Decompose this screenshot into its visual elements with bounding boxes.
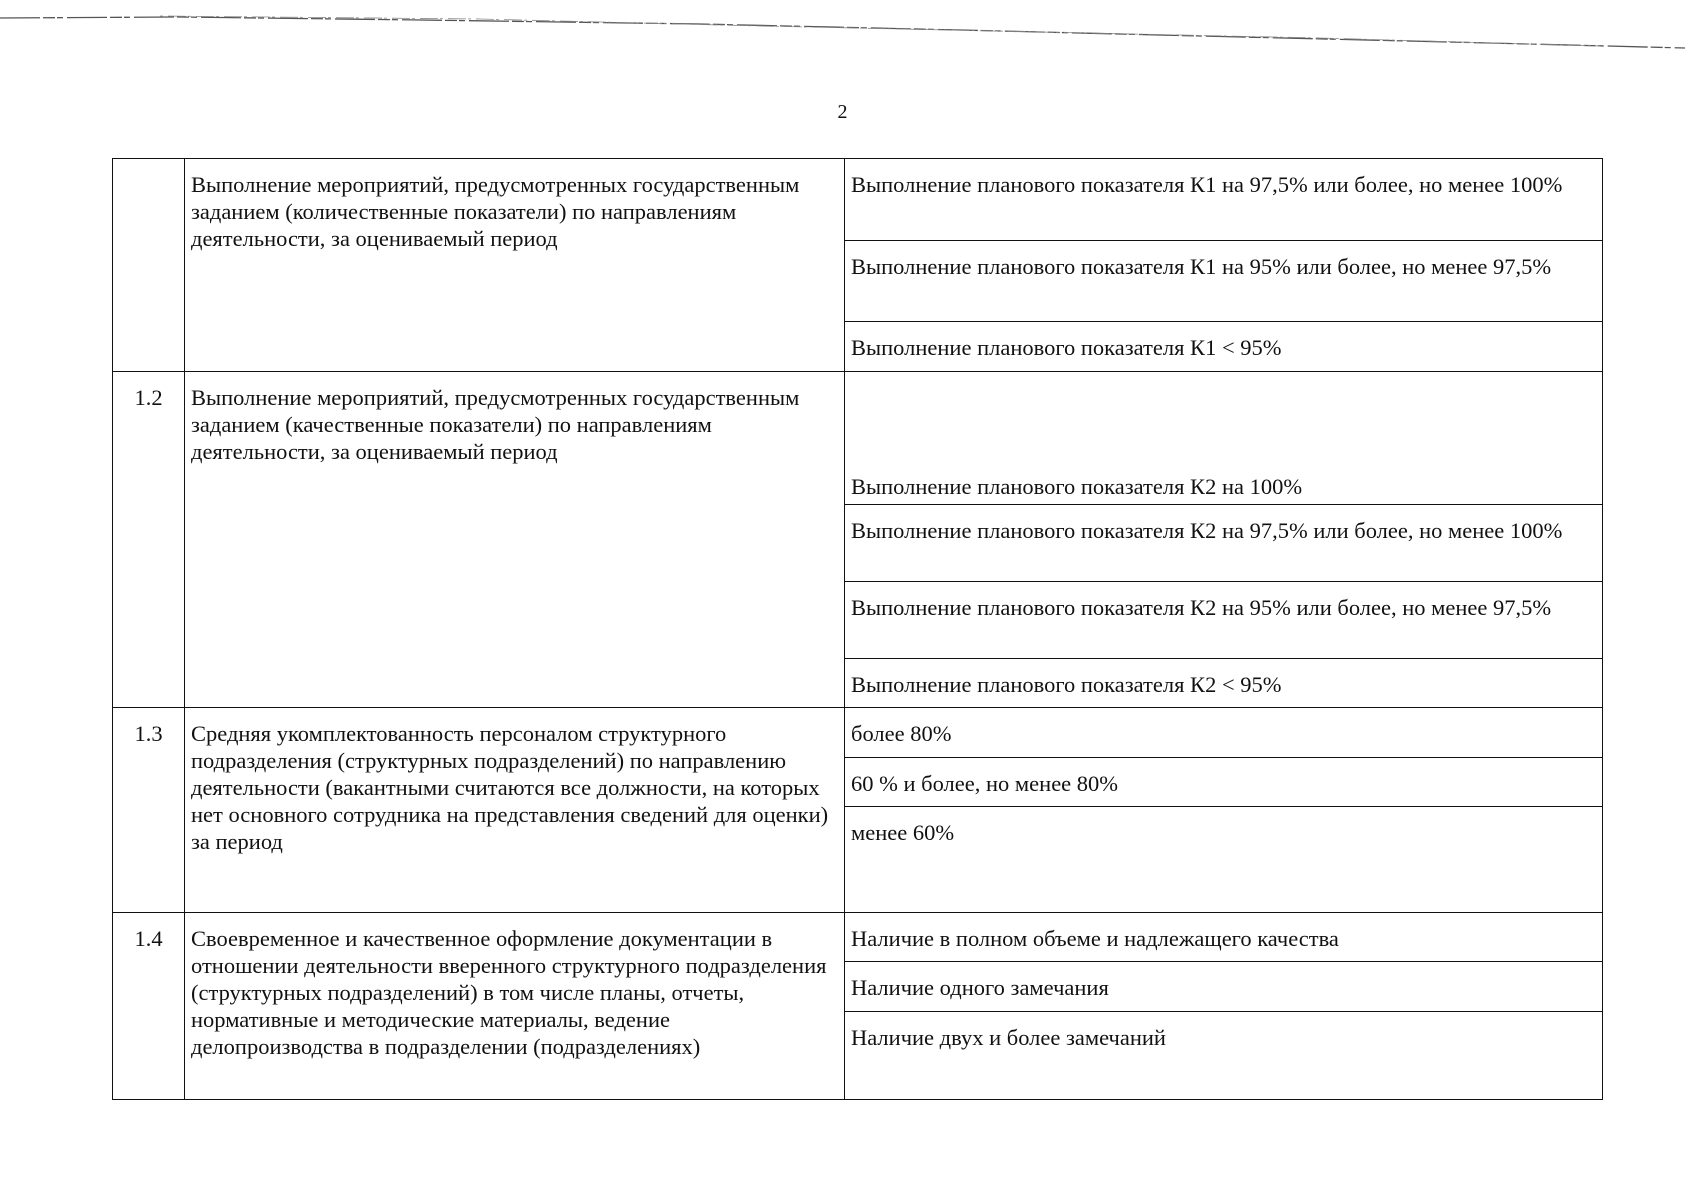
indicator-text: Средняя укомплектованность персоналом структурного подразделения (структурных подразделений) по направлению деятельности (вакантными считаются все должности, на которых нет основного сотрудника на представления сведений для оценки) за период [185,708,845,913]
criterion-text: Наличие двух и более замечаний [845,1012,1603,1100]
criterion-text: Выполнение планового показателя К1 < 95% [845,322,1603,372]
criterion-text: 60 % и более, но менее 80% [845,758,1603,807]
indicator-text: Выполнение мероприятий, предусмотренных государственным заданием (качественные показатели) по направлениям деятельности, за оцениваемый период [185,372,845,708]
criterion-text: Выполнение планового показателя К2 на 100% [845,372,1603,505]
indicator-text: Своевременное и качественное оформление документации в отношении деятельности вверенного структурного подразделения (структурных подразделений) в том числе планы, отчеты, нормативные и методические материалы, ведение делопроизводства в подразделении (подразделениях) [185,913,845,1100]
criterion-text: Наличие одного замечания [845,962,1603,1012]
indicators-table [112,158,1603,1100]
criterion-text: Выполнение планового показателя К1 на 97,5% или более, но менее 100% [845,159,1603,241]
row-number: 1.4 [113,913,185,1100]
criterion-text: более 80% [845,708,1603,758]
criterion-text: Выполнение планового показателя К2 на 95% или более, но менее 97,5% [845,582,1603,659]
table-row [113,708,1603,758]
table-row [113,372,1603,505]
scan-edge-artifact [0,8,1685,58]
table-row [113,159,1603,241]
page-number: 2 [837,101,848,123]
indicator-text: Выполнение мероприятий, предусмотренных государственным заданием (количественные показатели) по направлениям деятельности, за оцениваемый период [185,159,845,372]
row-number: 1.2 [113,372,185,708]
criterion-text: Выполнение планового показателя К1 на 95% или более, но менее 97,5% [845,241,1603,322]
criterion-text: Выполнение планового показателя К2 < 95% [845,659,1603,708]
criterion-text: менее 60% [845,807,1603,913]
row-number: 1.3 [113,708,185,913]
table-row [113,913,1603,962]
criterion-text: Наличие в полном объеме и надлежащего качества [845,913,1603,962]
criterion-text: Выполнение планового показателя К2 на 97,5% или более, но менее 100% [845,505,1603,582]
row-number [113,159,185,372]
